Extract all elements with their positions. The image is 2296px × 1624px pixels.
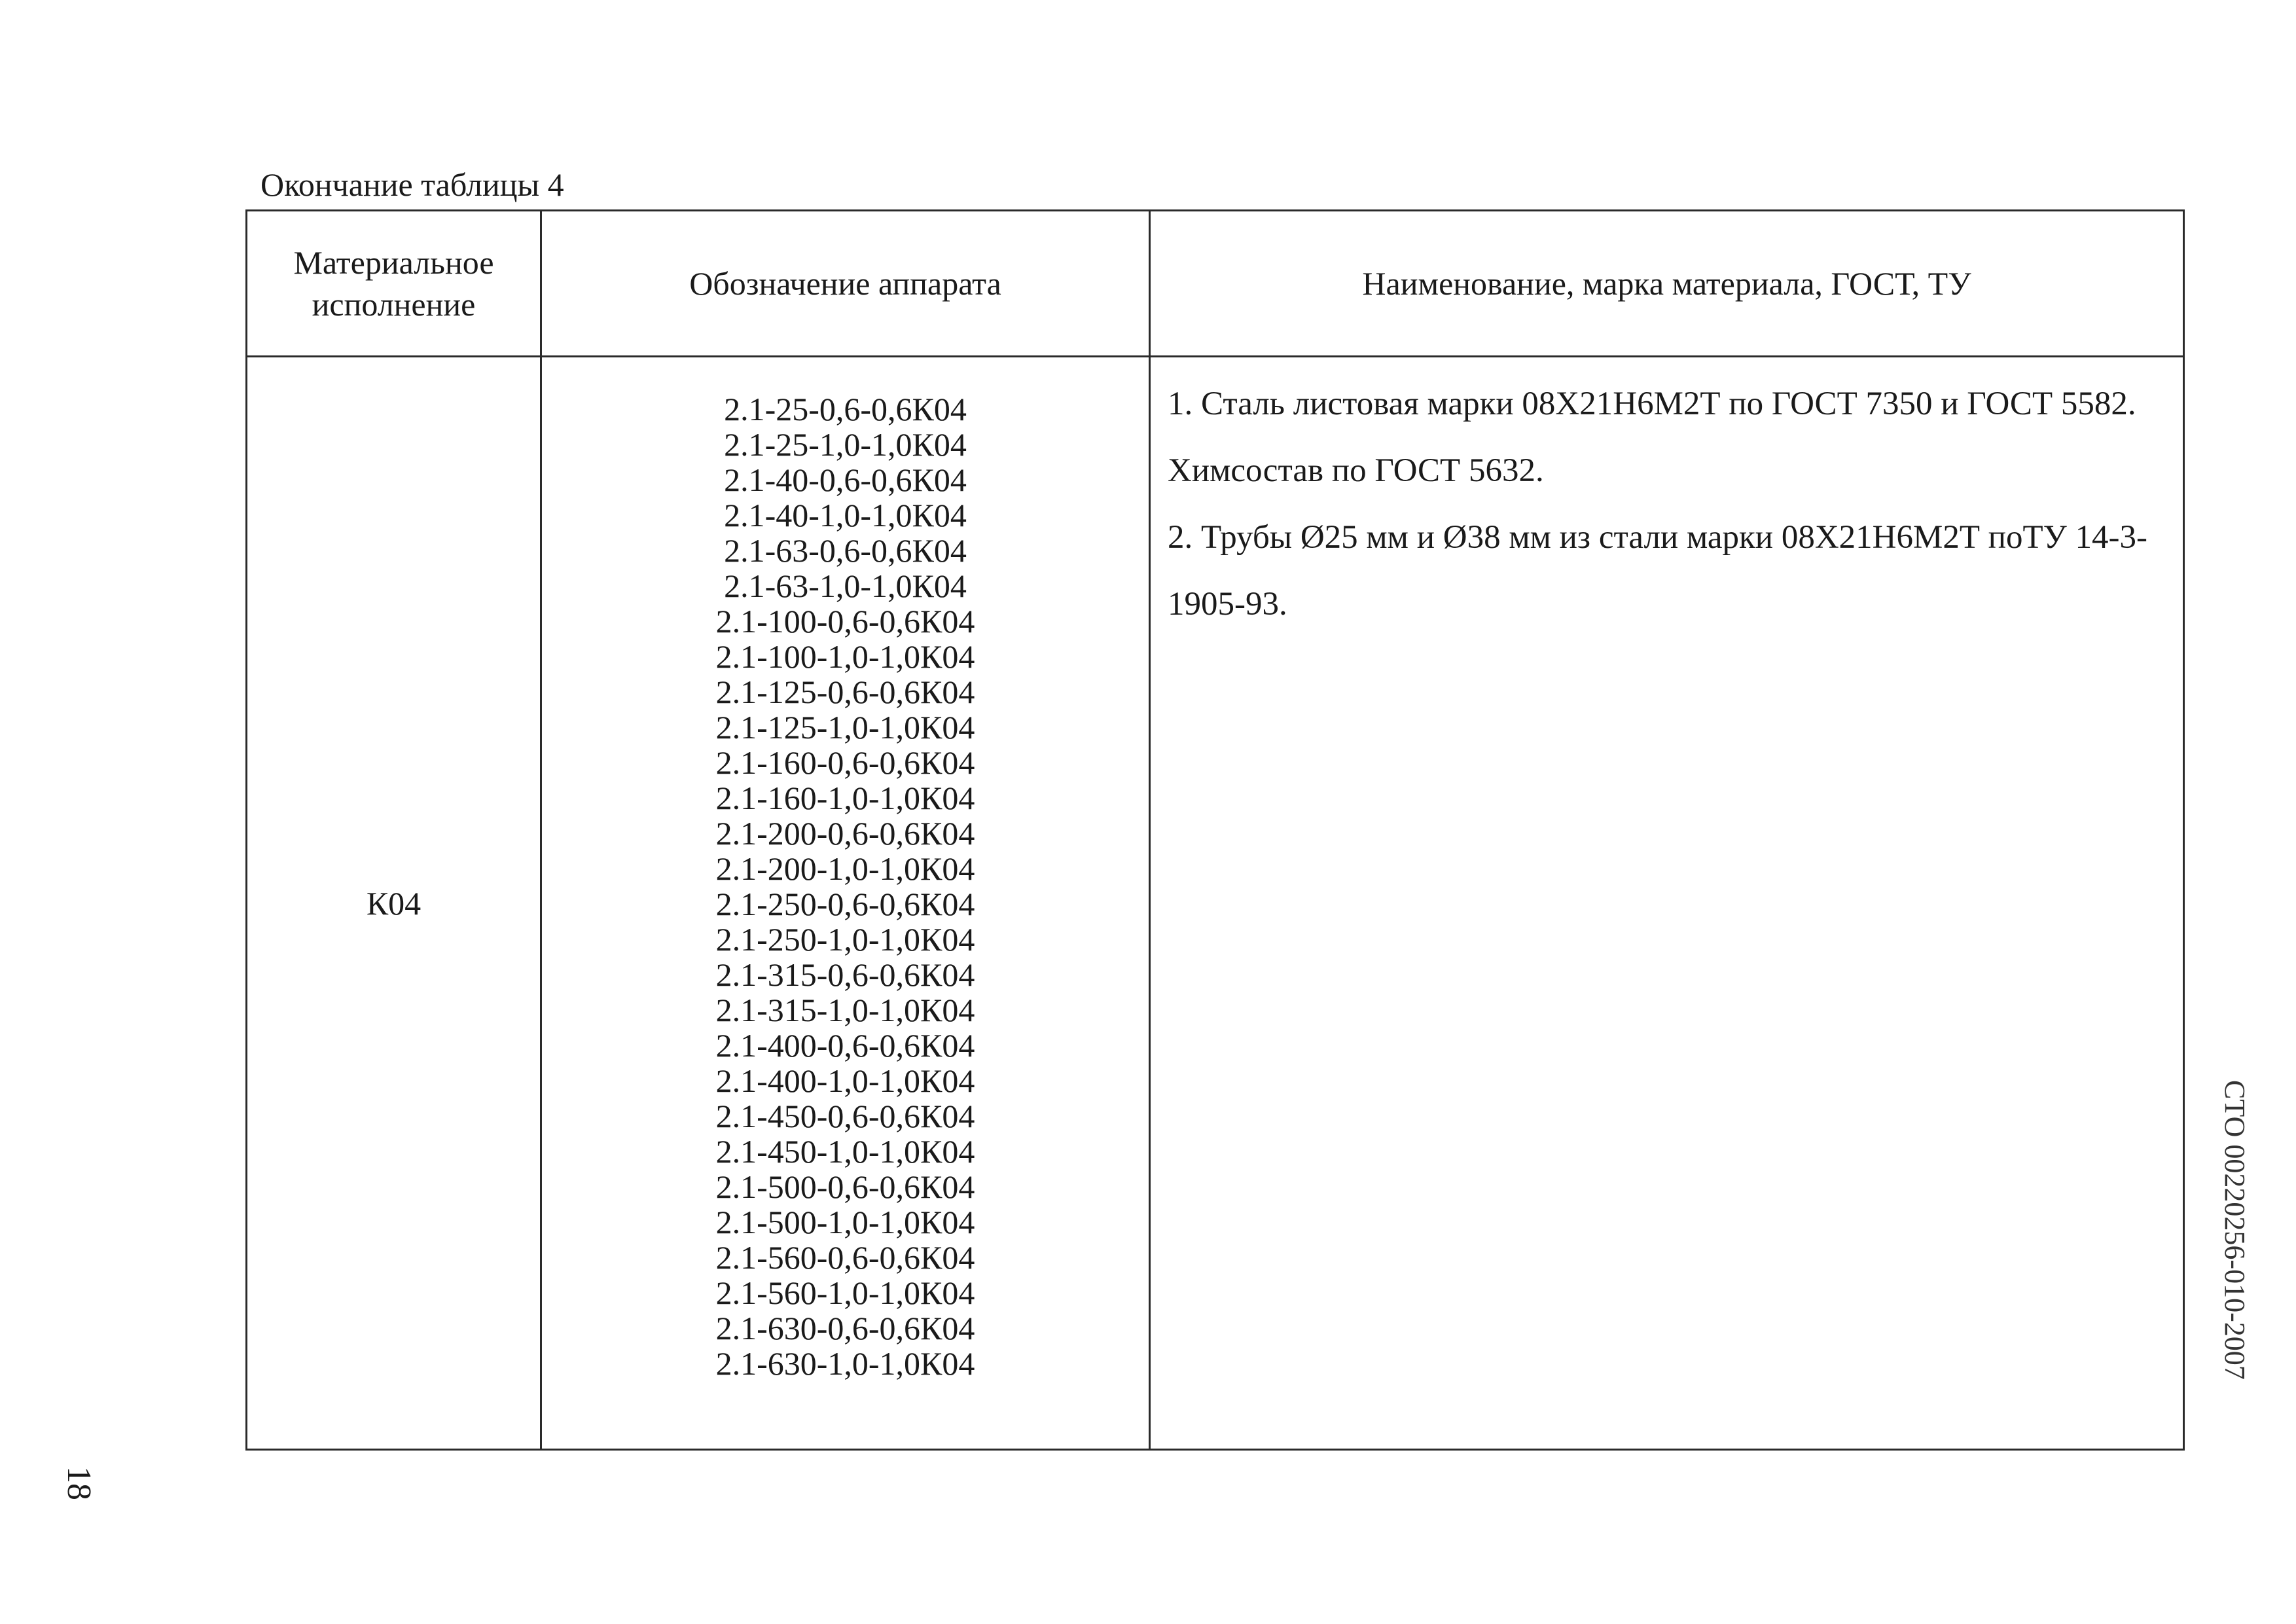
- designation-item: 2.1-100-0,6-0,6К04: [715, 603, 975, 640]
- designation-item: 2.1-400-1,0-1,0К04: [715, 1062, 975, 1099]
- designation-item: 2.1-25-1,0-1,0К04: [724, 426, 967, 463]
- material-item-2: 2. Трубы Ø25 мм и Ø38 мм из стали марки 08Х21Н6М2Т поТУ 14-3-1905-93.: [1168, 519, 2148, 623]
- designations-cell: [541, 357, 1150, 1450]
- header-material-execution: Материальное исполнение: [247, 211, 541, 357]
- designation-item: 2.1-630-0,6-0,6К04: [715, 1310, 975, 1346]
- designation-item: 2.1-450-1,0-1,0К04: [715, 1133, 975, 1170]
- materials-table: [245, 209, 2185, 1451]
- designation-item: 2.1-63-1,0-1,0К04: [724, 568, 967, 604]
- designation-item: 2.1-25-0,6-0,6К04: [724, 391, 967, 427]
- designation-item: 2.1-500-0,6-0,6К04: [715, 1168, 975, 1205]
- designation-item: 2.1-630-1,0-1,0К04: [715, 1345, 975, 1382]
- header-material-name: Наименование, марка материала, ГОСТ, ТУ: [1150, 211, 2184, 357]
- designation-item: 2.1-40-1,0-1,0К04: [724, 497, 967, 533]
- designation-item: 2.1-63-0,6-0,6К04: [724, 532, 967, 569]
- designation-item: 2.1-500-1,0-1,0К04: [715, 1204, 975, 1240]
- document-code: СТО 00220256-010-2007: [2219, 1080, 2251, 1380]
- designation-item: 2.1-315-0,6-0,6К04: [715, 956, 975, 993]
- table-caption: Окончание таблицы 4: [260, 166, 564, 203]
- designation-item: 2.1-200-0,6-0,6К04: [715, 815, 975, 852]
- designation-item: 2.1-250-0,6-0,6К04: [715, 886, 975, 922]
- designation-item: 2.1-100-1,0-1,0К04: [715, 638, 975, 675]
- designation-item: 2.1-400-0,6-0,6К04: [715, 1027, 975, 1064]
- header-apparatus-designation: Обозначение аппарата: [541, 211, 1150, 357]
- designation-item: 2.1-200-1,0-1,0К04: [715, 850, 975, 887]
- table-header-row: [247, 211, 2184, 357]
- materials-cell: [1150, 357, 2184, 1450]
- designation-item: 2.1-125-0,6-0,6К04: [715, 674, 975, 710]
- designation-item: 2.1-160-1,0-1,0К04: [715, 780, 975, 816]
- designation-item: 2.1-560-1,0-1,0К04: [715, 1274, 975, 1311]
- table-row: [247, 357, 2184, 1450]
- designation-item: 2.1-125-1,0-1,0К04: [715, 709, 975, 746]
- material-execution-cell: К04: [247, 357, 541, 1450]
- designation-item: 2.1-315-1,0-1,0К04: [715, 992, 975, 1028]
- designation-item: 2.1-160-0,6-0,6К04: [715, 744, 975, 781]
- page-number: 18: [60, 1466, 98, 1500]
- designation-item: 2.1-250-1,0-1,0К04: [715, 921, 975, 958]
- designation-item: 2.1-560-0,6-0,6К04: [715, 1239, 975, 1276]
- designation-item: 2.1-450-0,6-0,6К04: [715, 1098, 975, 1134]
- designation-item: 2.1-40-0,6-0,6К04: [724, 461, 967, 498]
- material-item-1: 1. Сталь листовая марки 08Х21Н6М2Т по ГОСТ 7350 и ГОСТ 5582. Химсостав по ГОСТ 5632.: [1168, 386, 2136, 489]
